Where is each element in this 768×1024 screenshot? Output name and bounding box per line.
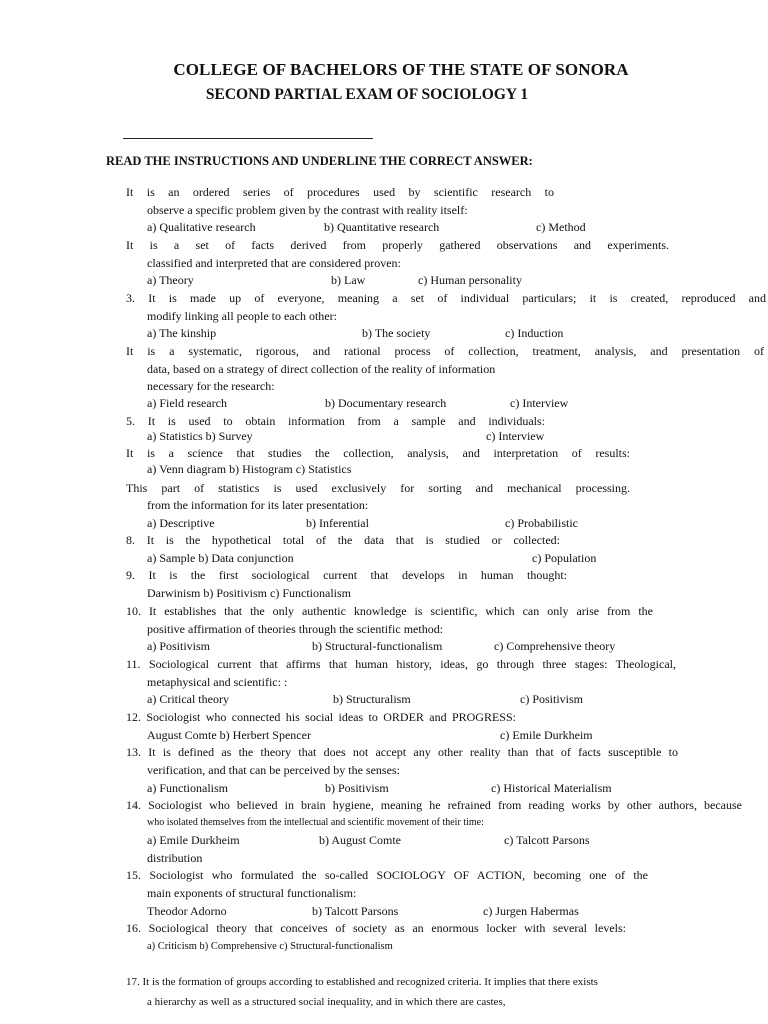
answer-option[interactable]: c) Method xyxy=(536,220,586,234)
question-14-text: 14. Sociologist who believed in brain hygiene, meaning he refrained from reading works by other authors, because xyxy=(126,798,742,812)
answer-option[interactable]: August Comte b) Herbert Spencer xyxy=(147,728,311,742)
answer-option[interactable]: c) Interview xyxy=(510,396,569,410)
question-2-text-cont: classified and interpreted that are considered proven: xyxy=(147,256,401,270)
answer-option[interactable]: a) The kinship xyxy=(147,326,217,340)
answer-option[interactable]: a) Venn diagram b) Histogram c) Statistics xyxy=(147,462,352,476)
answer-option[interactable]: a) Emile Durkheim xyxy=(147,833,240,847)
answer-option[interactable]: b) Documentary research xyxy=(325,396,447,410)
answer-option[interactable]: b) Quantitative research xyxy=(324,220,440,234)
answer-option[interactable]: c) Induction xyxy=(505,326,564,340)
question-4-text: It is a systematic, rigorous, and rational process of collection, treatment, analysis, and presentation of xyxy=(126,344,764,358)
page-title: COLLEGE OF BACHELORS OF THE STATE OF SONORA xyxy=(173,60,629,79)
answer-option[interactable]: a) Descriptive xyxy=(147,516,215,530)
answer-option[interactable]: c) Positivism xyxy=(520,692,584,706)
answer-option[interactable]: c) Emile Durkheim xyxy=(500,728,593,742)
answer-option[interactable]: a) Theory xyxy=(147,273,194,287)
answer-option[interactable]: c) Talcott Parsons xyxy=(504,833,590,847)
answer-option[interactable]: a) Functionalism xyxy=(147,781,228,795)
question-4-text-cont: data, based on a strategy of direct collection of the reality of information xyxy=(147,362,496,376)
stray-text: distribution xyxy=(147,851,203,865)
question-3-text: 3. It is made up of everyone, meaning a set of individual particulars; it is created, reproduced and xyxy=(126,291,766,305)
question-15-text-cont: main exponents of structural functionalism: xyxy=(147,886,357,900)
answer-option[interactable]: b) August Comte xyxy=(319,833,402,847)
question-17-text: 17. It is the formation of groups according to established and recognized criteria. It implies that there exists xyxy=(126,976,598,988)
answer-option[interactable]: a) Sample b) Data conjunction xyxy=(147,551,294,565)
question-15-text: 15. Sociologist who formulated the so-called SOCIOLOGY OF ACTION, becoming one of the xyxy=(126,868,648,882)
answer-option[interactable]: b) Structuralism xyxy=(333,692,411,706)
question-14-text-cont: who isolated themselves from the intellectual and scientific movement of their time: xyxy=(147,817,484,828)
answer-option[interactable]: c) Probabilistic xyxy=(505,516,578,530)
question-17-text-cont: a hierarchy as well as a structured social inequality, and in which there are castes, xyxy=(147,996,506,1008)
answer-option[interactable]: b) Talcott Parsons xyxy=(312,904,399,918)
answer-option[interactable]: c) Comprehensive theory xyxy=(494,639,616,653)
question-10-text-cont: positive affirmation of theories through the scientific method: xyxy=(147,622,444,636)
question-2-text: It is a set of facts derived from properly gathered observations and experiments. xyxy=(126,238,669,252)
question-1-text: It is an ordered series of procedures used by scientific research to xyxy=(126,185,554,199)
question-8-text: 8. It is the hypothetical total of the data that is studied or collected: xyxy=(126,533,560,547)
answer-option[interactable]: b) The society xyxy=(362,326,431,340)
answer-option[interactable]: a) Statistics b) Survey xyxy=(147,429,253,443)
name-blank-line xyxy=(123,138,373,139)
answer-option[interactable]: Darwinism b) Positivism c) Functionalism xyxy=(147,586,351,600)
question-3-text-cont: modify linking all people to each other: xyxy=(147,309,337,323)
answer-option[interactable]: c) Population xyxy=(532,551,597,565)
question-7-text-cont: from the information for its later presentation: xyxy=(147,498,369,512)
question-4-text-cont: necessary for the research: xyxy=(147,379,275,393)
question-12-text: 12. Sociologist who connected his social ideas to ORDER and PROGRESS: xyxy=(126,710,516,724)
answer-option[interactable]: b) Law xyxy=(331,273,366,287)
answer-option[interactable]: a) Criticism b) Comprehensive c) Structural-functionalism xyxy=(147,941,393,952)
answer-option[interactable]: b) Inferential xyxy=(306,516,369,530)
question-10-text: 10. It establishes that the only authentic knowledge is scientific, which can only arise from the xyxy=(126,604,653,618)
page-subtitle: SECOND PARTIAL EXAM OF SOCIOLOGY 1 xyxy=(205,86,529,103)
answer-option[interactable]: c) Historical Materialism xyxy=(491,781,612,795)
question-7-text: This part of statistics is used exclusively for sorting and mechanical processing. xyxy=(126,481,630,495)
answer-option[interactable]: c) Interview xyxy=(486,429,545,443)
answer-option[interactable]: a) Positivism xyxy=(147,639,211,653)
answer-option[interactable]: a) Field research xyxy=(147,396,227,410)
answer-option[interactable]: Theodor Adorno xyxy=(147,904,227,918)
question-9-text: 9. It is the first sociological current that develops in human thought: xyxy=(126,568,567,582)
answer-option[interactable]: a) Qualitative research xyxy=(147,220,256,234)
question-11-text-cont: metaphysical and scientific: : xyxy=(147,675,288,689)
answer-option[interactable]: a) Critical theory xyxy=(147,692,229,706)
answer-option[interactable]: b) Structural-functionalism xyxy=(312,639,443,653)
question-16-text: 16. Sociological theory that conceives of society as an enormous locker with several levels: xyxy=(126,921,626,935)
answer-option[interactable]: c) Jurgen Habermas xyxy=(483,904,579,918)
answer-option[interactable]: c) Human personality xyxy=(418,273,522,287)
question-13-text-cont: verification, and that can be perceived by the senses: xyxy=(147,763,400,777)
question-6-text: It is a science that studies the collection, analysis, and interpretation of results: xyxy=(126,446,630,460)
question-11-text: 11. Sociological current that affirms that human history, ideas, go through three stages: Theological, xyxy=(126,657,676,671)
answer-option[interactable]: b) Positivism xyxy=(325,781,389,795)
instructions-text: READ THE INSTRUCTIONS AND UNDERLINE THE CORRECT ANSWER: xyxy=(106,154,533,168)
question-13-text: 13. It is defined as the theory that does not accept any other reality than that of facts susceptible to xyxy=(126,745,678,759)
question-1-text-cont: observe a specific problem given by the contrast with reality itself: xyxy=(147,203,468,217)
question-5-text: 5. It is used to obtain information from a sample and individuals: xyxy=(126,414,545,428)
